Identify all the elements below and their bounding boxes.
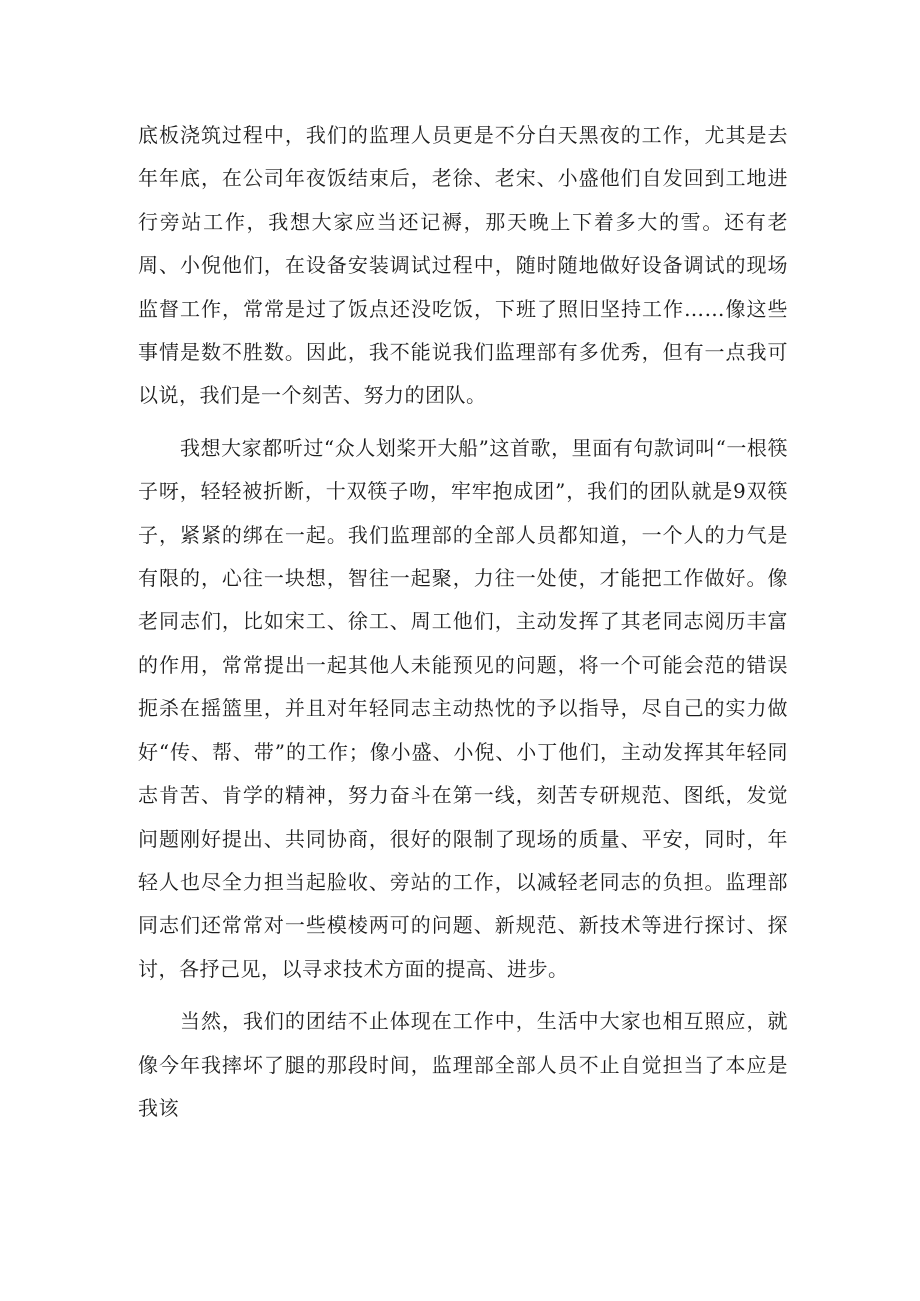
paragraph-chopsticks-team: 我想大家都听过“众人划桨开大船”这首歌，里面有句款词叫“一根筷子呀，轻轻被折断，十双筷子吻，牢牢抱成团”，我们的团队就是9双筷子，紧紧的绑在一起。我们监理部的全部人员都知道，一个人的力气是有限的，心往一块想，智往一起聚，力往一处使，才能把工作做好。像老同志们，比如宋工、徐工、周工他们，主动发挥了其老同志阅历丰富的作用，常常提出一起其他人未能预见的问题，将一个可能会范的错误扼杀在摇篮里，并且对年轻同志主动热忱的予以指导，尽自己的实力做好“传、帮、带”的工作；像小盛、小倪、小丁他们，主动发挥其年轻同志肯苦、肯学的精神，努力奋斗在第一线，刻苦专研规范、图纸，发觉问题刚好提出、共同协商，很好的限制了现场的质量、平安，同时，年轻人也尽全力担当起脸收、旁站的工作，以减轻老同志的负担。监理部同志们还常常对一些模棱两可的问题、新规范、新技术等进行探讨、探讨，各抒己见，以寻求技术方面的提高、进步。 — [138, 435, 788, 981]
paragraph-unity-in-life: 当然，我们的团结不止体现在工作中，生活中大家也相互照应，就像今年我摔坏了腿的那段时间，监理部全部人员不止自觉担当了本应是我该 — [138, 1009, 788, 1120]
paragraph-continuation: 底板浇筑过程中，我们的监理人员更是不分白天黑夜的工作，尤其是去年年底，在公司年夜饭结束后，老徐、老宋、小盛他们自发回到工地进行旁站工作，我想大家应当还记褥，那天晚上下着多大的雪。还有老周、小倪他们，在设备安装调试过程中，随时随地做好设备调试的现场监督工作，常常是过了饭点还没吃饭，下班了照旧坚持工作……像这些事情是数不胜数。因此，我不能说我们监理部有多优秀，但有一点我可以说，我们是一个刻苦、努力的团队。 — [138, 123, 788, 408]
body-text — [138, 114, 788, 1139]
